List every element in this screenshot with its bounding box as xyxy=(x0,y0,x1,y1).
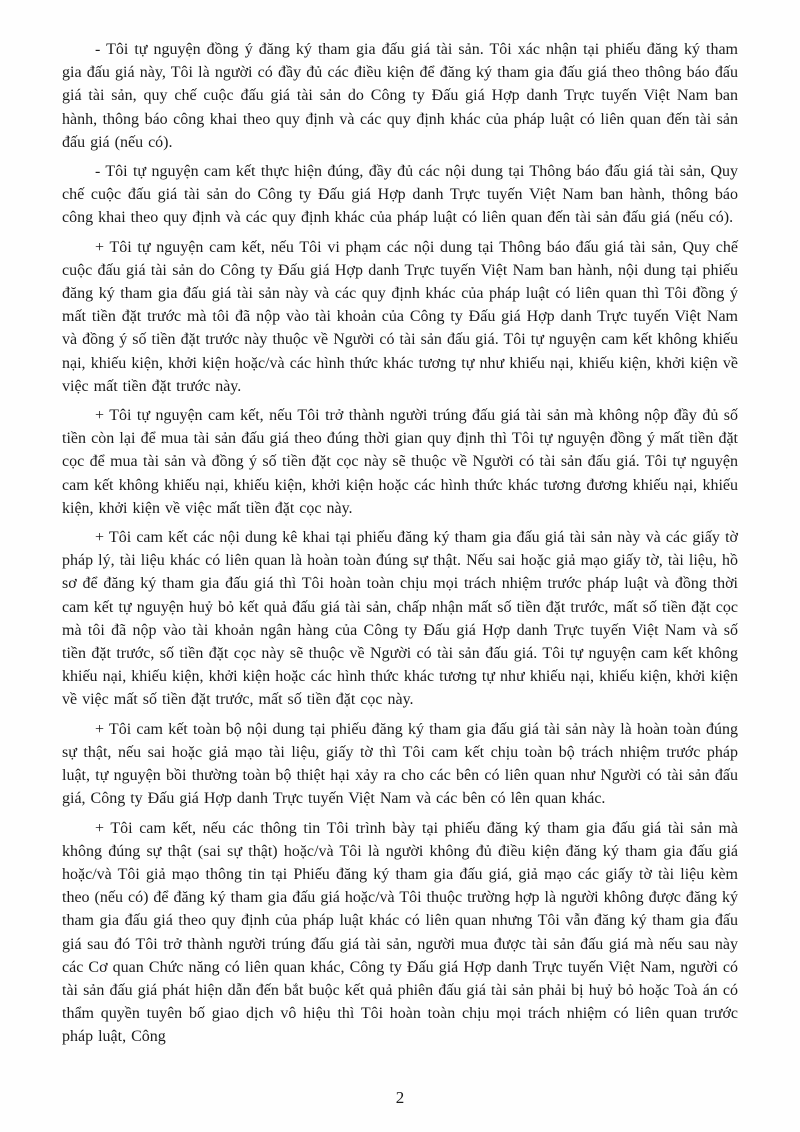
page-number: 2 xyxy=(395,1088,405,1107)
paragraph-declaration-truthfulness: + Tôi cam kết các nội dung kê khai tại phiếu đăng ký tham gia đấu giá tài sản này và các giấy tờ pháp lý, tài liệu khác có liên quan là hoàn toàn đúng sự thật. Nếu sai hoặc giả mạo giấy tờ, tài liệu, hồ sơ để đăng ký tham gia đấu giá thì Tôi hoàn toàn chịu mọi trách nhiệm trước pháp luật và đồng thời cam kết tự nguyện huỷ bỏ kết quả đấu giá tài sản, chấp nhận mất số tiền đặt trước, mất số tiền đặt cọc mà tôi đã nộp vào tài khoản ngân hàng của Công ty Đấu giá Hợp danh Trực tuyến Việt Nam và số tiền đặt trước, số tiền đặt cọc này sẽ thuộc về Người có tài sản đấu giá. Tôi tự nguyện cam kết không khiếu nại, khiếu kiện, khởi kiện hoặc các hình thức khác tương tự như khiếu nại, khiếu kiện, khởi kiện về việc mất số tiền đặt trước, mất số tiền đặt cọc này. xyxy=(62,529,738,709)
paragraph-false-info-liability: + Tôi cam kết, nếu các thông tin Tôi trình bày tại phiếu đăng ký tham gia đấu giá tài sản mà không đúng sự thật (sai sự thật) hoặc/và Tôi là người không đủ điều kiện đăng ký tham gia đấu giá hoặc/và Tôi giả mạo thông tin tại Phiếu đăng ký tham gia đấu giá, giả mạo các giấy tờ tài liệu kèm theo (nếu có) để đăng ký tham gia đấu giá hoặc/và Tôi thuộc trường hợp là người không được đăng ký tham gia đấu giá theo quy định của pháp luật khác có liên quan nhưng Tôi vẫn đăng ký tham gia đấu giá sau đó Tôi trở thành người trúng đấu giá tài sản, người mua được tài sản đấu giá mà nếu sau này các Cơ quan Chức năng có liên quan khác, Công ty Đấu giá Hợp danh Trực tuyến Việt Nam, người có tài sản đấu giá phát hiện dẫn đến bắt buộc kết quả phiên đấu giá tài sản phải bị huỷ bỏ hoặc Toà án có thẩm quyền tuyên bố giao dịch vô hiệu thì Tôi hoàn toàn chịu mọi trách nhiệm có liên quan trước pháp luật, Công xyxy=(62,819,738,1046)
page-text-block xyxy=(62,38,738,1132)
paragraph-full-content-truth: + Tôi cam kết toàn bộ nội dung tại phiếu đăng ký tham gia đấu giá tài sản này là hoàn toàn đúng sự thật, nếu sai hoặc giả mạo tài liệu, giấy tờ thì Tôi cam kết chịu toàn bộ trách nhiệm trước pháp luật, tự nguyện bồi thường toàn bộ thiệt hại xảy ra cho các bên có liên quan như Người có tài sản đấu giá, Công ty Đấu giá Hợp danh Trực tuyến Việt Nam và các bên có lên quan khác. xyxy=(62,720,738,808)
paragraph-commitment-compliance: - Tôi tự nguyện cam kết thực hiện đúng, đầy đủ các nội dung tại Thông báo đấu giá tài sản, Quy chế cuộc đấu giá tài sản do Công ty Đấu giá Hợp danh Trực tuyến Việt Nam ban hành, thông báo công khai theo quy định và các quy định khác của pháp luật có liên quan đến tài sản đấu giá (nếu có). xyxy=(62,163,738,227)
paragraph-voluntary-registration: - Tôi tự nguyện đồng ý đăng ký tham gia đấu giá tài sản. Tôi xác nhận tại phiếu đăng ký tham gia đấu giá này, Tôi là người có đầy đủ các điều kiện để đăng ký tham gia đấu giá theo thông báo đấu giá tài sản, quy chế cuộc đấu giá tài sản do Công ty Đấu giá Hợp danh Trực tuyến Việt Nam ban hành, thông báo công khai theo quy định và các quy định khác của pháp luật có liên quan đến tài sản đấu giá (nếu có). xyxy=(62,41,738,151)
paragraph-winner-nonpayment: + Tôi tự nguyện cam kết, nếu Tôi trở thành người trúng đấu giá tài sản mà không nộp đầy đủ số tiền còn lại để mua tài sản đấu giá theo đúng thời gian quy định thì Tôi tự nguyện đồng ý mất tiền đặt cọc để mua tài sản và đồng ý số tiền đặt cọc này sẽ thuộc về Người có tài sản đấu giá. Tôi tự nguyện cam kết không khiếu nại, khiếu kiện, khởi kiện hoặc các hình thức khác tương đương khiếu nại, khiếu kiện, khởi kiện về việc mất tiền đặt cọc này. xyxy=(62,407,738,517)
paragraph-violation-deposit-loss: + Tôi tự nguyện cam kết, nếu Tôi vi phạm các nội dung tại Thông báo đấu giá tài sản, Quy chế cuộc đấu giá tài sản do Công ty Đấu giá Hợp danh Trực tuyến Việt Nam ban hành, nội dung tại phiếu đăng ký tham gia đấu giá tài sản này và các quy định khác của pháp luật có liên quan thì Tôi đồng ý mất tiền đặt trước mà tôi đã nộp vào tài khoản của Công ty Đấu giá Hợp danh Trực tuyến Việt Nam và đồng ý số tiền đặt trước này thuộc về Người có tài sản đấu giá. Tôi tự nguyện cam kết không khiếu nại, khiếu kiện, khởi kiện hoặc/và các hình thức khác tương tự như khiếu nại, khiếu kiện, khởi kiện về việc mất tiền đặt trước này. xyxy=(62,238,738,395)
